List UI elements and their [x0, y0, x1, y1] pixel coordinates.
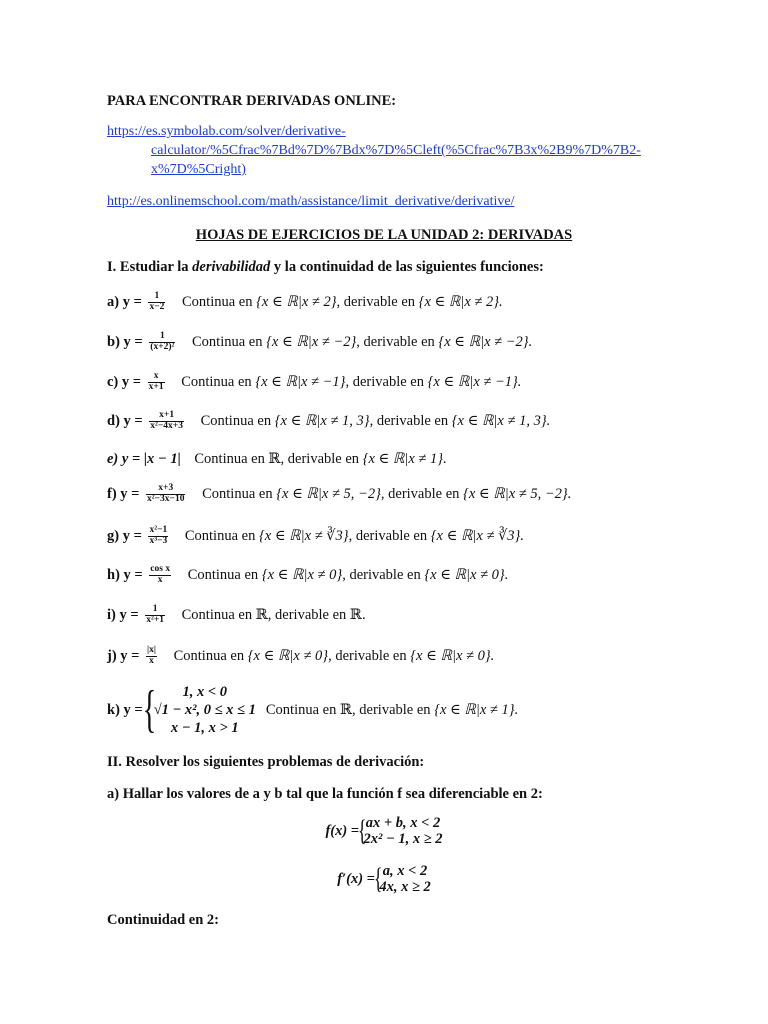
derivability-set: {x ∈ ℝ|x ≠ 0}.	[410, 647, 495, 664]
f-lhs: f(x) =	[325, 822, 360, 839]
condition	[182, 607, 366, 623]
piecewise-function	[107, 683, 518, 737]
fraction	[149, 411, 184, 432]
section2-title: II. Resolver los siguientes problemas de derivación:	[107, 754, 425, 770]
derivability-set: {x ∈ ℝ|x ≠ 2}.	[418, 293, 503, 310]
continuity-set: {x ∈ ℝ|x ≠ −2}	[266, 333, 357, 350]
problem-a: a) Hallar los valores de a y b tal que la función f sea diferenciable en 2:	[107, 786, 543, 802]
symbolab-link-line1[interactable]: https://es.symbolab.com/solver/derivative-	[107, 124, 346, 139]
condition	[181, 374, 521, 390]
continuity-text: Continua en	[192, 333, 263, 350]
case-1: 1, x < 0	[182, 684, 228, 700]
numerator: x+1	[149, 411, 184, 422]
exercise-h	[107, 565, 508, 586]
case-2: √1 − x², 0 ≤ x ≤ 1	[153, 702, 256, 718]
exercise-label: c) y =	[107, 373, 142, 390]
condition	[266, 702, 518, 719]
fraction	[146, 646, 157, 667]
continuity-text: Continua en	[181, 373, 252, 390]
fprime-piecewise	[337, 863, 431, 895]
denominator: x²−3x−10	[147, 493, 185, 504]
fraction	[145, 605, 165, 626]
derivability-text: , derivable en	[345, 373, 424, 390]
case-1: a, x < 2	[382, 863, 428, 879]
continuity-set: {x ∈ ℝ|x ≠ 0}	[261, 566, 343, 583]
continuity-text: Continua en	[182, 293, 253, 310]
derivability-text: , derivable en	[352, 701, 431, 718]
exercise-j	[107, 646, 494, 667]
continuity-text: Continua en	[187, 566, 259, 583]
derivability-set: {x ∈ ℝ|x ≠ −1}.	[427, 373, 522, 390]
continuity-text: Continua en	[173, 647, 245, 664]
derivability-text: , derivable en	[328, 647, 407, 664]
derivability-set: {x ∈ ℝ|x ≠ −2}.	[438, 333, 533, 350]
exercise-a	[107, 292, 503, 313]
exercise-label: j) y =	[107, 647, 140, 664]
derivability-text: , derivable en	[280, 451, 360, 467]
fprime-lhs: f′(x) =	[337, 870, 375, 887]
denominator: (x+2)²	[150, 341, 175, 352]
cases	[363, 815, 442, 847]
exercise-label: b) y =	[107, 333, 143, 350]
derivability-set: {x ∈ ℝ|x ≠ ∛3}.	[430, 527, 524, 544]
case-2: 4x, x ≥ 2	[379, 879, 431, 895]
continuity-text: Continua en ℝ	[194, 451, 281, 467]
case-3: x − 1, x > 1	[170, 720, 239, 736]
f-piecewise	[325, 815, 442, 847]
numerator: 1	[149, 332, 175, 343]
exercise-label: i) y =	[107, 606, 139, 623]
exercise-label: h) y =	[107, 566, 143, 583]
denominator: x+1	[148, 381, 164, 392]
left-brace: {	[357, 814, 367, 847]
cases	[379, 863, 430, 895]
case-2: 2x² − 1, x ≥ 2	[363, 831, 443, 847]
continuity-set: {x ∈ ℝ|x ≠ 5, −2}	[276, 485, 381, 502]
numerator: x+3	[146, 484, 185, 495]
exercise-label: k) y =	[107, 701, 143, 718]
continuity-set: {x ∈ ℝ|x ≠ 0}	[247, 647, 329, 664]
intro-text: PARA ENCONTRAR DERIVADAS ONLINE:	[107, 93, 397, 109]
continuity-text: Continua en	[202, 485, 273, 502]
symbolab-link-line3[interactable]: x%7D%5Cright)	[151, 162, 246, 177]
continuity-text: Continua en ℝ	[181, 606, 268, 623]
section1-prefix: I. Estudiar la	[107, 259, 193, 275]
condition	[201, 413, 551, 429]
condition	[194, 451, 446, 467]
case-1: ax + b, x < 2	[365, 815, 441, 831]
exercise-b	[107, 332, 532, 353]
condition	[188, 567, 509, 583]
left-brace: {	[142, 681, 157, 738]
condition	[174, 648, 495, 664]
derivability-set: {x ∈ ℝ|x ≠ 1}.	[362, 451, 447, 467]
continuity-set: {x ∈ ℝ|x ≠ 1, 3}	[274, 412, 370, 429]
exercise-e	[107, 451, 447, 468]
left-brace: {	[373, 862, 383, 895]
exercise-c	[107, 372, 521, 393]
cases	[154, 683, 256, 737]
exercise-d	[107, 411, 550, 432]
derivability-set: {x ∈ ℝ|x ≠ 1, 3}.	[451, 412, 551, 429]
fraction	[149, 565, 171, 586]
section1-italic: derivabilidad	[192, 259, 271, 275]
continuity-text: Continua en	[200, 412, 272, 429]
page-heading: HOJAS DE EJERCICIOS DE LA UNIDAD 2: DERIVADAS	[195, 227, 573, 243]
numerator: 1	[148, 292, 165, 303]
fprime-definition	[0, 863, 768, 895]
exercise-f	[107, 484, 571, 505]
fraction	[148, 526, 168, 547]
derivability-text: , derivable en	[380, 485, 460, 502]
denominator: x²−4x+3	[150, 420, 183, 431]
exercise-label: d) y =	[107, 412, 143, 429]
exercise-label: e) y = |x − 1|	[107, 451, 181, 467]
derivability-set: {x ∈ ℝ|x ≠ 0}.	[424, 566, 509, 583]
numerator: 1	[145, 605, 165, 616]
condition	[182, 294, 503, 310]
condition	[185, 528, 524, 544]
derivability-text: , derivable en	[348, 527, 428, 544]
derivability-text: , derivable en	[342, 566, 421, 583]
derivability-set: {x ∈ ℝ|x ≠ 5, −2}.	[463, 485, 572, 502]
continuity-text: Continua en ℝ	[265, 701, 353, 718]
fraction	[148, 372, 165, 393]
onlinemschool-link[interactable]: http://es.onlinemschool.com/math/assistance/limit_derivative/derivative/	[107, 194, 515, 209]
continuity-set: {x ∈ ℝ|x ≠ 2}	[256, 293, 337, 310]
numerator: |x|	[147, 645, 156, 655]
continuity-set: {x ∈ ℝ|x ≠ −1}	[255, 373, 346, 390]
exercise-g	[107, 526, 524, 547]
symbolab-link-line2[interactable]: calculator/%5Cfrac%7Bd%7D%7Bdx%7D%5Cleft(%5Cfrac%7B3x%2B9%7D%7B2-	[151, 143, 641, 158]
continuity-text: Continua en	[184, 527, 256, 544]
exercise-k	[107, 683, 518, 737]
f-definition	[0, 815, 768, 847]
derivability-text: , derivable en	[369, 412, 449, 429]
numerator: cos x	[150, 564, 171, 574]
fraction	[149, 332, 175, 353]
denominator: x−2	[149, 301, 165, 312]
exercise-label: a) y =	[107, 293, 142, 310]
derivability-text: , derivable en	[356, 333, 435, 350]
denominator: x	[157, 574, 163, 585]
exercise-label: f) y =	[107, 485, 140, 502]
denominator: x²+1	[146, 614, 165, 625]
derivability-text: , derivable en ℝ.	[267, 606, 366, 623]
numerator: x	[148, 372, 165, 383]
continuity-label: Continuidad en 2:	[107, 912, 220, 928]
denominator: x³−3	[149, 535, 168, 546]
exercise-label: g) y =	[107, 527, 142, 544]
condition	[192, 334, 532, 350]
continuity-set: {x ∈ ℝ|x ≠ ∛3}	[258, 527, 349, 544]
derivability-set: {x ∈ ℝ|x ≠ 1}.	[434, 701, 519, 718]
condition	[202, 486, 571, 502]
section1-suffix: y la continuidad de las siguientes funciones:	[270, 259, 544, 275]
fraction	[148, 292, 165, 313]
denominator: x	[149, 655, 154, 666]
fraction	[146, 484, 185, 505]
derivability-text: , derivable en	[336, 293, 416, 310]
numerator: x²−1	[149, 525, 168, 535]
section1-title	[107, 259, 544, 276]
exercise-i	[107, 605, 366, 626]
